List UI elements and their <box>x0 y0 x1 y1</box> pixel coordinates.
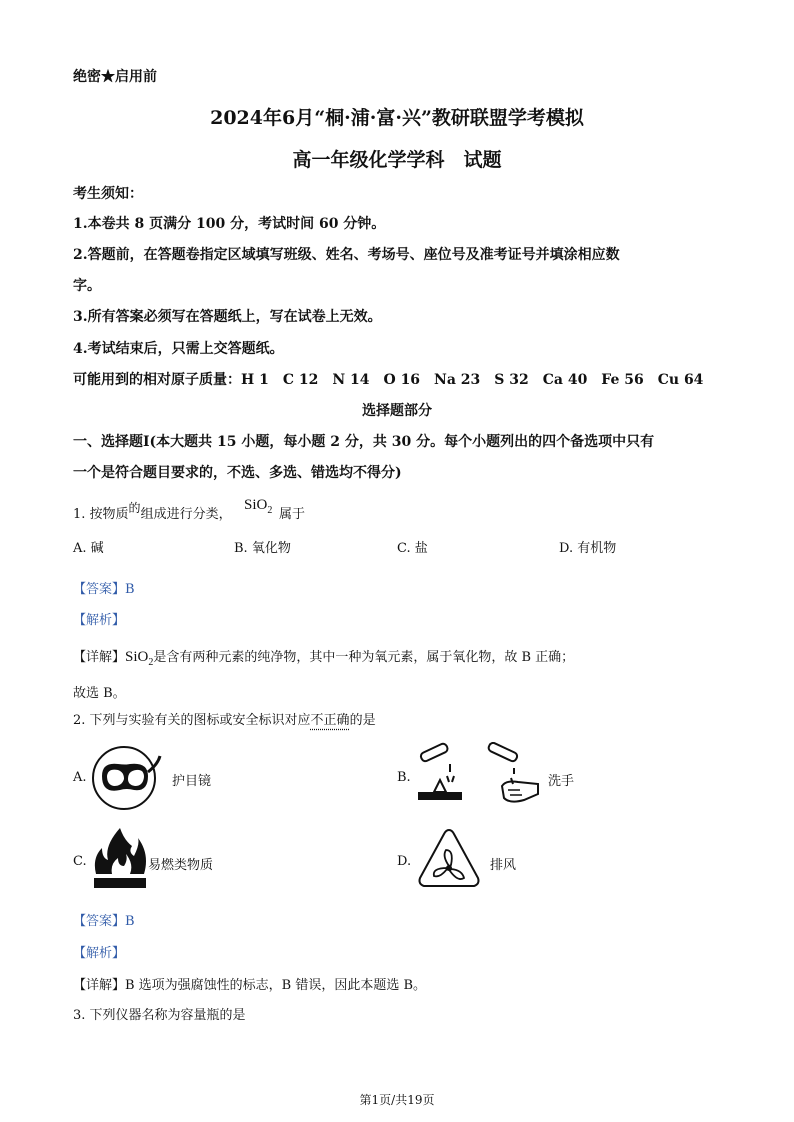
q2-option-b-letter[interactable]: B. <box>397 770 411 785</box>
fan-icon <box>416 826 482 890</box>
q1-conclusion: 故选 B。 <box>73 686 126 701</box>
exam-title: 2024年6月“桐·浦·富·兴”教研联盟学考模拟 <box>210 107 584 129</box>
q1-formula <box>244 497 272 516</box>
q2-option-c-label: 易燃类物质 <box>148 858 214 873</box>
flame-icon <box>92 826 148 894</box>
secret-label: 绝密★启用前 <box>73 69 157 85</box>
q1-option-a[interactable]: A. 碱 <box>73 541 104 556</box>
q1-stem-part-a: 1. 按物质 <box>73 507 129 522</box>
q1-detail-formula-base: SiO <box>125 649 149 665</box>
notice-item-3: 3.所有答案必须写在答题纸上，写在试卷上无效。 <box>73 309 382 325</box>
q1-detail-formula-sub: 2 <box>148 657 154 668</box>
q3-stem: 3. 下列仪器名称为容量瓶的是 <box>73 1008 246 1023</box>
q1-option-b[interactable]: B. 氧化物 <box>234 541 291 556</box>
notice-item-4: 4.考试结束后，只需上交答题纸。 <box>73 341 284 357</box>
q2-option-d-letter[interactable]: D. <box>397 854 412 869</box>
q2-stem-emphasis: 不正确 <box>310 713 350 728</box>
q1-formula-sub: 2 <box>267 505 273 516</box>
exam-subtitle: 高一年级化学学科 试题 <box>292 149 502 171</box>
atomic-masses: 可能用到的相对原子质量：H 1 C 12 N 14 O 16 Na 23 S 32 Ca 40 Fe 56 Cu 64 <box>73 372 704 388</box>
q2-option-a-letter[interactable]: A. <box>73 770 87 785</box>
q2-detail: 【详解】B 选项为强腐蚀性的标志，B 错误，因此本题选 B。 <box>73 978 427 993</box>
section-intro: 一、选择题Ⅰ(本大题共 15 小题，每小题 2 分，共 30 分。每个小题列出的四个备选项中只有 <box>73 434 655 450</box>
notice-heading: 考生须知： <box>73 186 143 202</box>
q2-option-a-label: 护目镜 <box>172 774 212 789</box>
q2-option-b-label: 洗手 <box>548 774 575 789</box>
q1-detail-formula <box>125 649 154 668</box>
q2-analysis: 【解析】 <box>73 946 126 961</box>
notice-item-2: 2.答题前，在答题卷指定区域填写班级、姓名、考场号、座位号及准考证号并填涂相应数 <box>73 247 620 263</box>
q2-option-d-label: 排风 <box>490 858 517 873</box>
q1-stem-part-b: 组成进行分类， <box>140 507 232 522</box>
notice-item-1: 1.本卷共 8 页满分 100 分，考试时间 60 分钟。 <box>73 216 386 232</box>
q1-answer: 【答案】B <box>73 582 135 597</box>
q1-stem-end: 属于 <box>279 507 306 522</box>
q2-answer: 【答案】B <box>73 914 135 929</box>
q2-option-c-letter[interactable]: C. <box>73 854 87 869</box>
section-title: 选择题部分 <box>362 403 432 419</box>
q1-stem-de: 的 <box>128 501 141 515</box>
q1-detail-text: 是含有两种元素的纯净物，其中一种为氧元素，属于氧化物，故 B 正确； <box>153 650 575 665</box>
q1-stem <box>73 503 232 522</box>
q2-stem-part-a: 2. 下列与实验有关的图标或安全标识对应 <box>73 713 311 728</box>
q2-stem <box>73 709 376 728</box>
q1-analysis: 【解析】 <box>73 613 126 628</box>
q1-formula-base: SiO <box>244 497 268 513</box>
q1-detail-label: 【详解】 <box>73 650 126 665</box>
page-footer: 第1页/共19页 <box>359 1093 435 1107</box>
corrosive-icon <box>414 742 544 810</box>
q1-detail <box>73 646 574 668</box>
q1-option-d[interactable]: D. 有机物 <box>559 541 617 556</box>
q2-stem-part-b: 的是 <box>349 713 376 728</box>
notice-item-2-cont: 字。 <box>73 278 101 294</box>
q1-option-c[interactable]: C. 盐 <box>397 541 428 556</box>
section-intro-cont: 一个是符合题目要求的，不选、多选、错选均不得分) <box>73 465 402 481</box>
goggles-icon <box>90 742 162 814</box>
